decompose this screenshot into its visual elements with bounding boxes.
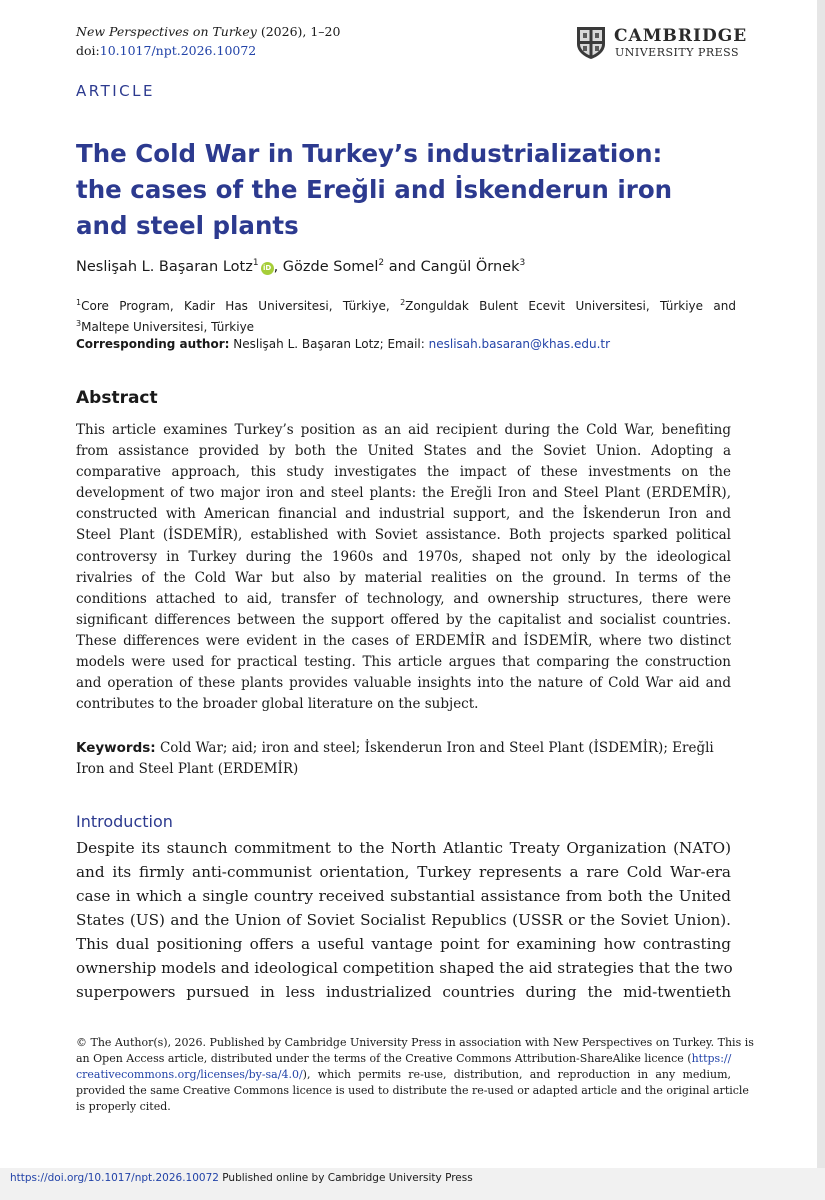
footer-published: Published online by Cambridge University Press: [218, 1172, 473, 1184]
abstract-line: Steel Plant (İSDEMİR), established with Soviet assistance. Both projects sparked political: [76, 527, 731, 544]
license-line: an Open Access article, distributed under the terms of the Creative Commons Attribution-ShareAlike licence (: [76, 1052, 692, 1065]
intro-line: This dual positioning offers a useful vantage point for examining how contrasting: [76, 935, 731, 953]
affiliation-text: Zonguldak Bulent Ecevit Universitesi, Türkiye and: [405, 299, 736, 313]
abstract-line: models were used for practical testing. This article argues that comparing the construction: [76, 654, 731, 671]
publisher-subname: UNIVERSITY PRESS: [615, 46, 740, 59]
author-name[interactable]: Neslişah L. Başaran Lotz: [76, 258, 253, 275]
abstract-heading: Abstract: [76, 388, 158, 408]
license-line: ), which permits re-use, distribution, and reproduction in any medium,: [302, 1068, 731, 1081]
affiliation-mark: 3: [76, 319, 82, 328]
publisher-name: CAMBRIDGE: [614, 26, 748, 46]
intro-line: superpowers pursued in less industrialized countries during the mid-twentieth: [76, 983, 731, 1001]
abstract-line: comparative approach, this study investigates the impact of these investments on the: [76, 464, 731, 481]
abstract-line: from assistance provided by both the United States and the Soviet Union. Adopting a: [76, 443, 731, 460]
orcid-icon[interactable]: iD: [261, 262, 274, 275]
journal-citation: [76, 22, 340, 60]
corresponding-text: Neslişah L. Başaran Lotz; Email:: [229, 337, 429, 351]
publication-footer: [10, 1172, 473, 1184]
license-link[interactable]: creativecommons.org/licenses/by-sa/4.0/: [76, 1068, 303, 1081]
abstract-line: This article examines Turkey’s position as an aid recipient during the Cold War, benefiting: [76, 422, 731, 438]
intro-line: and its firmly anti-communist orientation, Turkey represents a rare Cold War-era: [76, 863, 731, 881]
title-line: and steel plants: [76, 211, 299, 240]
affiliation-text: Maltepe Universitesi, Türkiye: [81, 320, 255, 334]
keywords-text: Iron and Steel Plant (ERDEMİR): [76, 761, 299, 777]
license-line: © The Author(s), 2026. Published by Cambridge University Press in association with New Perspectives on Turkey. This is: [76, 1036, 754, 1049]
author-separator: and: [384, 258, 421, 275]
keywords: [76, 738, 731, 780]
abstract-line: rivalries of the Cold War but also by material realities on the ground. In terms of the: [76, 569, 731, 586]
license-line: is properly cited.: [76, 1100, 171, 1113]
journal-name: New Perspectives on Turkey: [76, 24, 257, 39]
introduction-body: [76, 836, 731, 1004]
author-list: [76, 258, 525, 275]
article-type: ARTICLE: [76, 82, 155, 100]
abstract-line: constructed with American financial and industrial support, and the İskenderun Iron and: [76, 506, 731, 523]
footer-doi-link[interactable]: https://doi.org/10.1017/npt.2026.10072: [10, 1172, 219, 1184]
intro-line: States (US) and the Union of Soviet Socialist Republics (USSR or the Soviet Union).: [76, 911, 731, 929]
license-link[interactable]: https://: [691, 1052, 732, 1065]
intro-line: case in which a single country received substantial assistance from both the United: [76, 887, 731, 905]
publisher-logo[interactable]: [576, 24, 748, 64]
abstract-body: [76, 420, 731, 715]
affiliation-text: Core Program, Kadir Has Universitesi, Türkiye,: [81, 299, 401, 313]
affiliation-mark: 3: [519, 258, 526, 268]
doi-link[interactable]: 10.1017/npt.2026.10072: [99, 43, 257, 58]
title-line: the cases of the Ereğli and İskenderun iron: [76, 175, 673, 204]
affiliations: [76, 294, 736, 353]
license-notice: [76, 1035, 754, 1115]
article-title: [76, 136, 736, 244]
author-name[interactable]: Cangül Örnek: [420, 258, 520, 275]
affiliation-mark: 2: [378, 258, 385, 268]
license-line: provided the same Creative Commons licence is used to distribute the re-used or adapted article and the original article: [76, 1084, 749, 1097]
intro-line: Despite its staunch commitment to the North Atlantic Treaty Organization (NATO): [76, 839, 731, 857]
journal-volume: (2026), 1–20: [256, 24, 341, 39]
abstract-line: development of two major iron and steel plants: the Ereğli Iron and Steel Plant (ERDEMİR),: [76, 485, 731, 502]
intro-line: ownership models and ideological competition shaped the aid strategies that the two: [76, 959, 733, 977]
email-link[interactable]: neslisah.basaran@khas.edu.tr: [428, 337, 611, 351]
page-edge: [817, 0, 825, 1200]
keywords-text: Cold War; aid; iron and steel; İskenderun Iron and Steel Plant (İSDEMİR); Ereğli: [155, 740, 714, 756]
doi-label: doi:: [76, 43, 100, 58]
author-name[interactable]: Gözde Somel: [282, 258, 379, 275]
abstract-line: significant differences between the support offered by the capitalist and socialist countries.: [76, 611, 731, 628]
abstract-line: controversy in Turkey during the 1960s and 1970s, shaped not only by the ideological: [76, 548, 731, 565]
abstract-line: and operation of these plants provides valuable insights into the nature of Cold War aid and: [76, 675, 731, 692]
abstract-line: conditions attached to aid, transfer of technology, and ownership structures, there were: [76, 590, 731, 607]
shield-crest-icon: [576, 26, 606, 60]
author-separator: ,: [273, 258, 283, 275]
corresponding-author: [76, 336, 736, 353]
abstract-line: These differences were evident in the cases of ERDEMİR and İSDEMİR, where two distinct: [76, 632, 731, 649]
keywords-label: Keywords:: [76, 740, 156, 756]
corresponding-label: Corresponding author:: [76, 337, 230, 351]
affiliation-mark: 2: [400, 298, 406, 307]
title-line: The Cold War in Turkey’s industrialization:: [76, 139, 663, 168]
introduction-heading: Introduction: [76, 812, 173, 831]
affiliation-mark: 1: [252, 258, 259, 268]
affiliation-mark: 1: [76, 298, 82, 307]
abstract-line: contributes to the broader global literature on the subject.: [76, 696, 479, 713]
